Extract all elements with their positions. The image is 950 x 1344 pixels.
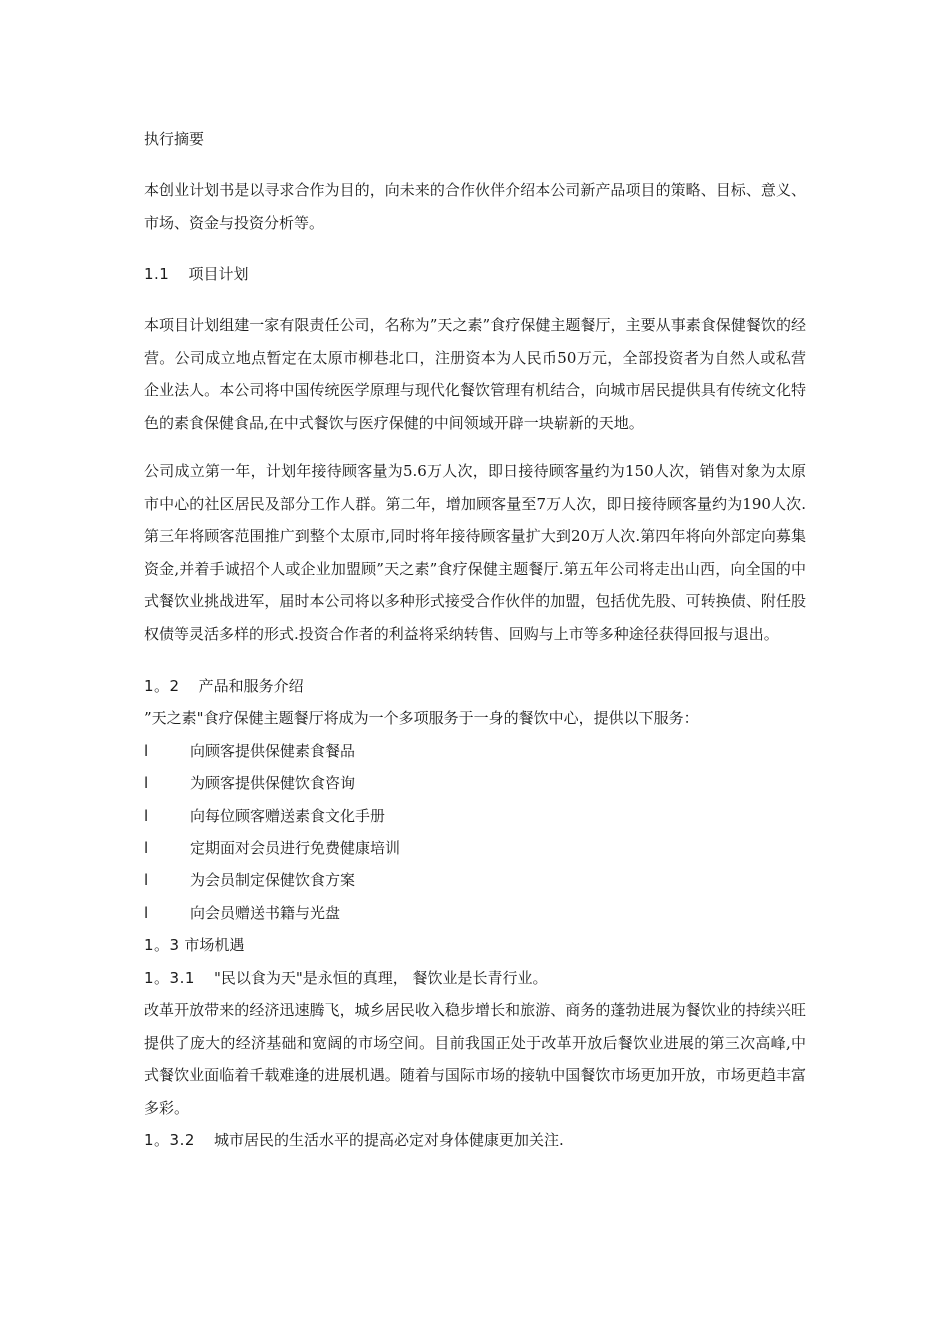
services-lead: ”天之素"食疗保健主题餐厅将成为一个多项服务于一身的餐饮中心，提供以下服务： <box>144 709 699 728</box>
list-item <box>144 735 806 767</box>
subsection-1-3-1-heading <box>144 962 806 994</box>
list-item-text: 向会员赠送书籍与光盘 <box>190 903 341 922</box>
list-item-text: 定期面对会员进行免费健康培训 <box>190 839 401 858</box>
bullet-icon: l <box>144 839 149 858</box>
services-list <box>144 735 806 929</box>
market-opportunity-paragraph: 改革开放带来的经济迅速腾飞，城乡居民收入稳步增长和旅游、商务的蓬勃进展为餐饮业的持续兴旺提供了庞大的经济基础和宽阔的市场空间。目前我国正处于改革开放后餐饮业进展的第三次高峰,中式餐饮业面临着千载难逢的进展机遇。随着与国际市场的接轨中国餐饮市场更加开放，市场更趋丰富多彩。 <box>144 1001 806 1117</box>
section-1-3-heading <box>144 929 806 961</box>
bullet-icon: l <box>144 903 149 922</box>
project-plan-paragraph-1: 本项目计划组建一家有限责任公司，名称为”天之素”食疗保健主题餐厅，主要从事素食保健餐饮的经营。公司成立地点暂定在太原市柳巷北口，注册资本为人民币50万元，全部投资者为自然人或私营企业法人。本公司将中国传统医学原理与现代化餐饮管理有机结合，向城市居民提供具有传统文化特色的素食保健食品,在中式餐饮与医疗保健的中间领域开辟一块崭新的天地。 <box>144 316 806 432</box>
section-number: 1。2 <box>144 677 180 695</box>
bullet-icon: l <box>144 871 149 890</box>
section-1-2-heading <box>144 670 806 702</box>
intro-paragraph: 本创业计划书是以寻求合作为目的，向未来的合作伙伴介绍本公司新产品项目的策略、目标、意义、市场、资金与投资分析等。 <box>144 181 806 232</box>
list-item-text: 向顾客提供保健素食餐品 <box>190 741 356 760</box>
list-item-text: 向每位顾客赠送素食文化手册 <box>190 806 386 825</box>
project-plan-paragraph-2: 公司成立第一年，计划年接待顾客量为5.6万人次，即日接待顾客量约为150人次，销售对象为太原市中心的社区居民及部分工作人群。第二年，增加顾客量至7万人次，即日接待顾客量约为190人次.第三年将顾客范围推广到整个太原市,同时将年接待顾客量扩大到20万人次.第四年将向外部定向募集资金,并着手诚招个人或企业加盟顾”天之素”食疗保健主题餐厅.第五年公司将走出山西，向全国的中式餐饮业挑战进军，届时本公司将以多种形式接受合作伙伴的加盟，包括优先股、可转换债、附任股权债等灵活多样的形式.投资合作者的利益将采纳转售、回购与上市等多种途径获得回报与退出。 <box>144 462 806 643</box>
bullet-icon: l <box>144 774 149 793</box>
list-item <box>144 767 806 799</box>
bullet-icon: l <box>144 741 149 760</box>
subsection-number: 1。3.1 <box>144 968 195 987</box>
list-item <box>144 864 806 896</box>
section-title: 项目计划 <box>188 265 249 283</box>
subsection-title: 城市居民的生活水平的提高必定对身体健康更加关注. <box>213 1131 564 1150</box>
subsection-number: 1。3.2 <box>144 1131 195 1150</box>
section-title: 产品和服务介绍 <box>198 677 304 695</box>
section-number: 1.1 <box>144 265 170 283</box>
list-item-text: 为会员制定保健饮食方案 <box>190 871 356 890</box>
section-1-1-heading <box>144 259 806 289</box>
list-item <box>144 897 806 929</box>
summary-title: 执行摘要 <box>144 130 205 148</box>
document-page <box>144 124 806 1156</box>
list-item <box>144 832 806 864</box>
list-item-text: 为顾客提供保健饮食咨询 <box>190 774 356 793</box>
bullet-icon: l <box>144 806 149 825</box>
section-title: 市场机遇 <box>184 936 245 955</box>
section-number: 1。3 <box>144 936 180 955</box>
subsection-title: "民以食为天"是永恒的真理， 餐饮业是长青行业。 <box>213 968 548 987</box>
subsection-1-3-2-heading <box>144 1124 806 1156</box>
list-item <box>144 800 806 832</box>
